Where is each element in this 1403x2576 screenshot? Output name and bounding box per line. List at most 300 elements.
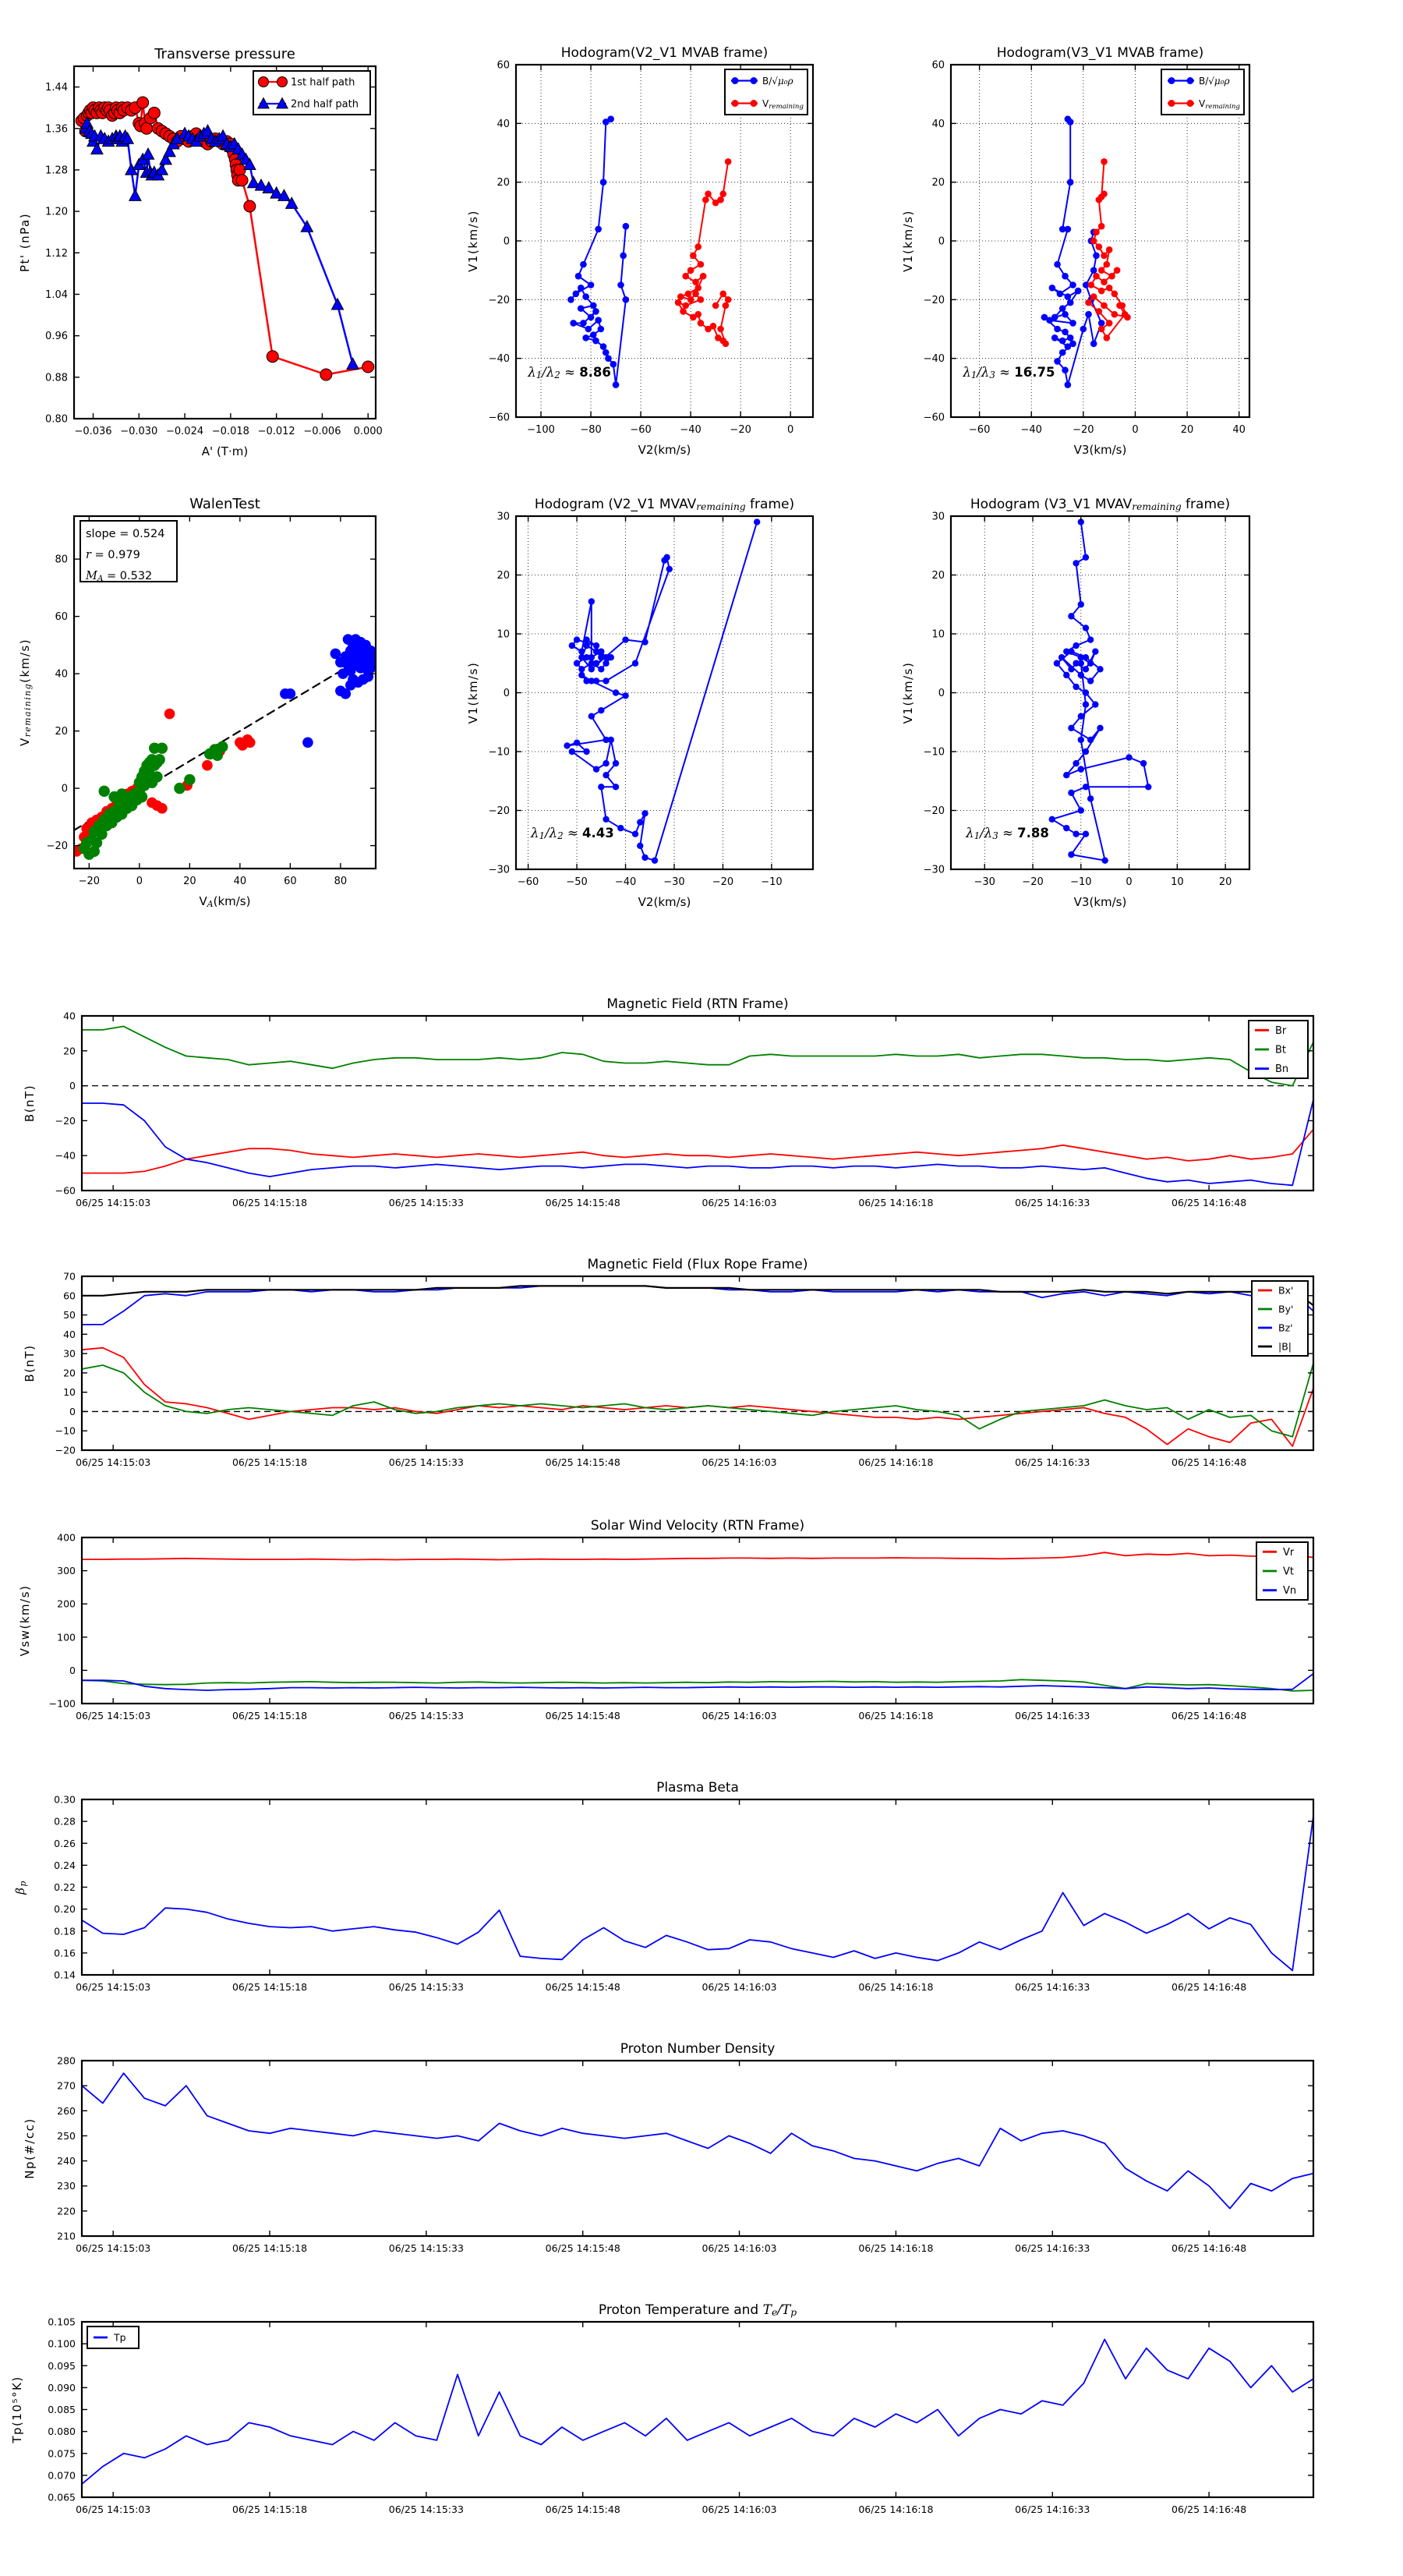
marker-circle — [598, 707, 604, 713]
y-tick-label — [69, 1665, 76, 1676]
text-run: 8.86 — [579, 365, 611, 380]
marker-circle — [600, 179, 607, 186]
marker-circle — [588, 678, 595, 684]
x-tick-label — [74, 426, 111, 437]
text-run: Vn — [1283, 1585, 1297, 1598]
text-run: −30 — [663, 876, 685, 888]
text-run: slope = 0.524 — [86, 528, 165, 540]
marker-circle — [1054, 358, 1061, 365]
text-run: 0 — [787, 424, 794, 436]
chart-p9 — [18, 1518, 1313, 1721]
text-run: V1(km/s) — [466, 661, 480, 724]
text-run: 06/25 14:15:18 — [231, 2503, 308, 2515]
marker-circle — [1063, 772, 1069, 778]
x-tick-label — [858, 1981, 933, 1993]
marker-circle — [593, 642, 599, 649]
marker-circle — [582, 334, 589, 341]
y-tick-label — [63, 1348, 76, 1360]
text-run: 06/25 14:15:03 — [76, 1197, 151, 1208]
text-run: 0.26 — [54, 1837, 76, 1849]
text-run: λ — [966, 826, 974, 841]
x-tick-label — [1172, 1981, 1246, 1993]
marker-circle — [1083, 748, 1089, 755]
text-run: 400 — [57, 1531, 76, 1544]
text-run: 06/25 14:16:03 — [702, 2242, 777, 2254]
marker-circle — [1087, 795, 1094, 801]
x-tick-label — [120, 426, 157, 437]
text-run: 40 — [497, 118, 510, 130]
text-run: 06/25 14:15:03 — [76, 1981, 151, 1993]
text-run: T — [762, 2302, 772, 2318]
text-run: 0.88 — [45, 372, 68, 384]
marker-circle — [698, 296, 705, 303]
marker-circle — [1101, 857, 1108, 863]
text-run: 1.04 — [45, 288, 68, 301]
text-run: 0.22 — [54, 1881, 76, 1893]
text-run: ≈ — [560, 365, 580, 380]
text-run: 06/25 14:15:33 — [388, 1456, 464, 1468]
marker-circle — [725, 296, 732, 303]
text-run: 20 — [931, 570, 945, 582]
y-tick-label — [54, 1947, 76, 1959]
text-run: 06/25 14:16:48 — [1172, 1981, 1247, 1993]
chart-p5 — [466, 497, 813, 909]
y-tick-label — [504, 236, 510, 248]
y-tick-label — [54, 1881, 76, 1893]
y-tick-label — [57, 2155, 76, 2167]
marker-circle — [116, 788, 127, 799]
text-run: 06/25 14:16:48 — [1172, 1456, 1247, 1468]
chart-p1 — [18, 46, 383, 458]
y-axis-label — [466, 210, 480, 272]
marker-circle — [1096, 308, 1103, 315]
marker-circle — [573, 291, 580, 298]
text-run: 06/25 14:15:03 — [76, 2503, 151, 2515]
y-tick-label — [63, 1271, 76, 1283]
text-run: 1.36 — [45, 123, 68, 136]
marker-circle — [1090, 267, 1097, 274]
marker-circle — [1083, 625, 1089, 631]
marker-circle — [204, 748, 215, 759]
marker-circle — [675, 299, 682, 306]
y-tick-label — [55, 669, 68, 681]
text-run: 0 — [1126, 876, 1133, 888]
chart-title — [620, 2041, 776, 2057]
text-run: 16.75 — [1014, 365, 1055, 380]
y-tick-label — [497, 511, 510, 523]
text-run: 80 — [55, 554, 68, 566]
lambda-annotation — [527, 365, 611, 380]
text-run: V3(km/s) — [1073, 895, 1127, 909]
marker-circle — [1049, 285, 1056, 292]
x-tick-label — [712, 876, 733, 888]
marker-circle — [1111, 291, 1119, 298]
text-run: 0 — [61, 783, 68, 795]
text-run: −20 — [923, 805, 945, 817]
y-tick-label — [48, 2447, 76, 2459]
text-run: Tp — [114, 2331, 126, 2344]
x-tick-label — [389, 1981, 464, 1993]
text-run: 0 — [938, 235, 945, 248]
chart-p7 — [23, 996, 1313, 1208]
series-Tp — [82, 2340, 1313, 2485]
text-run: 06/25 14:15:03 — [76, 2242, 151, 2254]
marker-circle — [605, 355, 612, 362]
marker-circle — [598, 666, 604, 672]
y-tick-label — [55, 1445, 76, 1456]
marker-circle — [719, 190, 726, 197]
x-tick-label — [1015, 2242, 1090, 2254]
y-tick-label — [62, 784, 68, 795]
marker-circle — [1101, 278, 1108, 285]
text-run: 06/25 14:16:48 — [1172, 1710, 1247, 1721]
marker-circle — [1122, 311, 1129, 318]
y-tick-label — [63, 1329, 76, 1340]
y-tick-label — [45, 248, 68, 260]
marker-circle — [583, 748, 589, 755]
marker-circle — [1097, 725, 1103, 731]
marker-circle — [698, 320, 705, 327]
marker-circle — [1090, 293, 1097, 300]
marker-circle — [1104, 334, 1111, 341]
text-run: −20 — [488, 805, 510, 817]
y-tick-label — [48, 2382, 76, 2394]
y-tick-label — [938, 236, 945, 248]
marker-circle — [1067, 334, 1074, 341]
chart-title — [535, 497, 794, 512]
text-run: e — [771, 2307, 778, 2319]
text-run: −0.006 — [303, 426, 341, 437]
marker-circle — [1068, 851, 1074, 858]
text-run: 06/25 14:16:03 — [702, 1981, 777, 1993]
marker-circle — [1085, 299, 1092, 306]
text-run: −30 — [488, 864, 510, 876]
axes-frame — [951, 516, 1249, 869]
y-axis-label — [901, 210, 915, 272]
text-run: 0.16 — [54, 1947, 76, 1959]
marker-circle — [81, 837, 92, 848]
marker-circle — [1069, 341, 1076, 348]
marker-circle — [590, 303, 597, 310]
text-run: 20 — [63, 1367, 76, 1379]
text-run: Transverse pressure — [154, 46, 295, 62]
marker-circle — [603, 816, 609, 823]
text-run: 0 — [136, 876, 143, 887]
marker-circle — [1080, 326, 1087, 333]
text-run: Magnetic Field (Flux Rope Frame) — [587, 1257, 808, 1272]
series-v-trace — [1052, 522, 1149, 861]
chart-p10 — [13, 1780, 1313, 1993]
marker-circle — [124, 797, 135, 808]
text-run: 06/25 14:16:33 — [1015, 1981, 1090, 1993]
text-run: 1 — [539, 830, 546, 842]
axes-frame — [82, 1537, 1313, 1704]
text-run: 06/25 14:15:48 — [545, 1710, 620, 1721]
y-axis-label — [466, 662, 480, 724]
marker-circle — [1078, 766, 1084, 772]
y-tick-label — [69, 1406, 76, 1417]
x-tick-label — [858, 1456, 933, 1468]
legend-label — [1278, 1322, 1293, 1334]
series-Bn — [82, 1100, 1313, 1186]
marker-circle — [593, 766, 599, 772]
text-run: 20 — [183, 876, 196, 887]
marker-circle — [578, 672, 585, 678]
marker-circle — [732, 100, 739, 107]
text-run: 06/25 14:15:48 — [545, 1197, 620, 1208]
text-run: 20 — [1218, 876, 1232, 888]
y-tick-label — [57, 2180, 76, 2192]
text-run: −40 — [488, 353, 510, 366]
marker-circle — [1069, 281, 1076, 288]
text-run: Hodogram (V2_V1 MVAV — [534, 497, 697, 512]
chart-title — [154, 46, 295, 62]
x-tick-label — [1015, 1710, 1090, 1721]
text-run: A — [97, 573, 104, 583]
x-tick-label — [702, 2242, 776, 2254]
marker-circle — [666, 566, 673, 572]
y-axis-label — [13, 1880, 28, 1895]
y-tick-label — [931, 60, 945, 72]
y-axis-label — [18, 213, 32, 272]
marker-circle — [1073, 560, 1079, 566]
marker-circle — [1062, 273, 1069, 280]
marker-circle — [267, 351, 278, 363]
chart-p2 — [466, 45, 813, 457]
chart-title — [599, 2302, 797, 2318]
x-tick-label — [858, 2242, 933, 2254]
series-v-trace — [567, 522, 758, 861]
text-run: p — [790, 2307, 797, 2319]
text-run: B/√ — [1199, 76, 1214, 87]
marker-circle — [598, 326, 605, 333]
marker-circle — [245, 738, 256, 748]
legend-label — [1283, 1547, 1295, 1559]
text-run: /λ — [542, 365, 555, 380]
x-tick-label — [232, 2242, 307, 2254]
text-run: Bn — [1275, 1063, 1289, 1076]
text-run: remaining — [696, 501, 746, 513]
y-tick-label — [45, 331, 68, 342]
marker-circle — [1085, 311, 1092, 318]
marker-circle — [1126, 754, 1132, 760]
text-run: |B| — [1278, 1340, 1292, 1353]
text-run: Hodogram (V3_V1 MVAV — [970, 497, 1133, 512]
text-run: 06/25 14:16:18 — [858, 1710, 934, 1721]
marker-circle — [1106, 285, 1113, 292]
text-run: 0.80 — [45, 413, 68, 426]
marker-circle — [320, 369, 332, 380]
text-run: 80 — [334, 876, 348, 887]
marker-circle — [682, 273, 689, 280]
text-run: 0 — [503, 235, 510, 248]
chart-title — [606, 996, 788, 1012]
stats-line — [86, 549, 140, 561]
marker-circle — [1068, 613, 1074, 619]
marker-circle — [723, 341, 730, 348]
text-run: 60 — [63, 1290, 76, 1302]
y-tick-label — [924, 805, 945, 817]
text-run: 0.095 — [48, 2359, 76, 2372]
y-tick-label — [931, 629, 945, 641]
legend-label — [762, 76, 793, 87]
text-run: remaining — [769, 102, 804, 111]
x-tick-label — [1171, 876, 1184, 888]
marker-circle — [1059, 338, 1066, 345]
marker-circle — [1065, 226, 1072, 233]
marker-circle — [1145, 784, 1151, 790]
marker-circle — [1065, 381, 1072, 388]
text-run: −40 — [614, 876, 637, 888]
legend-label — [113, 2332, 126, 2344]
x-tick-label — [546, 1981, 620, 1993]
legend-label — [1199, 76, 1230, 87]
series-layer — [82, 1026, 1313, 1185]
x-tick-label — [969, 424, 990, 436]
marker-circle — [578, 285, 585, 292]
y-tick-label — [938, 688, 945, 699]
marker-circle — [622, 636, 628, 642]
text-run: 06/25 14:15:48 — [545, 1981, 620, 1993]
x-tick-label — [566, 876, 587, 888]
marker-circle — [574, 636, 580, 642]
y-tick-label — [54, 1794, 76, 1806]
marker-circle — [569, 642, 575, 649]
marker-circle — [603, 760, 609, 766]
legend-label — [1283, 1585, 1296, 1597]
y-tick-label — [497, 177, 510, 189]
marker-circle — [692, 291, 699, 298]
marker-circle — [600, 343, 607, 350]
marker-circle — [582, 293, 589, 300]
text-run: 10 — [63, 1386, 76, 1399]
y-tick-label — [63, 1010, 76, 1022]
text-run: A' (T·m) — [201, 444, 249, 458]
marker-circle — [154, 754, 164, 765]
y-tick-label — [48, 2492, 76, 2503]
text-run: 06/25 14:16:48 — [1172, 1197, 1247, 1208]
marker-circle — [1075, 288, 1082, 295]
marker-circle — [680, 308, 687, 315]
marker-circle — [259, 77, 269, 87]
text-run: 230 — [57, 2180, 76, 2192]
text-run: −50 — [566, 876, 588, 888]
marker-circle — [1093, 228, 1100, 235]
marker-circle — [362, 361, 374, 373]
y-tick-label — [489, 805, 510, 817]
x-tick-label — [680, 424, 701, 436]
text-run: 06/25 14:16:33 — [1015, 1456, 1090, 1468]
text-run: 3 — [992, 830, 998, 842]
x-tick-label — [76, 1981, 150, 1993]
marker-circle — [641, 810, 648, 816]
marker-circle — [1083, 654, 1089, 660]
marker-circle — [588, 666, 595, 672]
text-run: 06/25 14:16:18 — [858, 1981, 934, 1993]
marker-circle — [637, 819, 643, 825]
marker-circle — [1093, 253, 1100, 260]
marker-circle — [623, 296, 630, 303]
x-tick-label — [76, 1710, 150, 1721]
text-run: p — [17, 1880, 28, 1887]
y-tick-label — [45, 123, 68, 135]
marker-circle — [174, 783, 185, 794]
marker-circle — [1097, 666, 1103, 672]
text-run: 60 — [931, 59, 945, 72]
series-layer — [82, 1286, 1313, 1446]
text-run: 0 — [938, 688, 945, 699]
text-run: 06/25 14:15:33 — [388, 2503, 464, 2515]
y-tick-label — [924, 865, 945, 876]
text-run: /T — [777, 2302, 791, 2318]
marker-circle — [1073, 831, 1079, 837]
marker-circle — [1187, 100, 1194, 107]
chart-title — [970, 497, 1230, 512]
marker-circle — [682, 303, 689, 310]
y-tick-label — [54, 1838, 76, 1849]
text-run: 40 — [233, 876, 247, 887]
text-run: 06/25 14:15:18 — [231, 2242, 308, 2254]
text-run: −20 — [1022, 876, 1044, 888]
series-b-alfven — [571, 119, 626, 385]
marker-circle — [1057, 291, 1064, 298]
marker-circle — [164, 709, 175, 720]
marker-circle — [1101, 158, 1108, 165]
marker-circle — [1067, 299, 1074, 306]
text-run: 40 — [55, 668, 68, 681]
text-run: 10 — [931, 628, 945, 641]
marker-circle — [157, 742, 168, 753]
text-run: 06/25 14:15:03 — [76, 1456, 151, 1468]
y-tick-label — [48, 2469, 76, 2481]
x-tick-label — [761, 876, 782, 888]
marker-circle — [148, 107, 160, 119]
marker-circle — [578, 648, 585, 654]
y-tick-label — [497, 629, 510, 641]
marker-circle — [588, 598, 595, 604]
text-run: 1st half path — [291, 76, 355, 89]
marker-circle — [588, 660, 595, 667]
text-run: 40 — [63, 1010, 76, 1022]
marker-circle — [578, 666, 585, 672]
marker-circle — [723, 303, 730, 310]
text-run: −40 — [1020, 424, 1042, 436]
text-run: λ — [963, 365, 971, 380]
series-layer — [82, 1552, 1313, 1691]
marker-circle — [598, 784, 604, 790]
y-tick-label — [57, 2105, 76, 2117]
y-tick-label — [54, 1859, 76, 1871]
x-tick-label — [1219, 876, 1232, 888]
y-tick-label — [924, 353, 945, 365]
y-tick-label — [45, 165, 68, 176]
y-tick-label — [48, 2338, 76, 2350]
text-run: 50 — [63, 1309, 76, 1322]
x-tick-label — [76, 1197, 150, 1208]
y-axis-label — [23, 1344, 37, 1382]
x-tick-label — [615, 876, 636, 888]
series-Np — [82, 2073, 1313, 2209]
x-tick-label — [1021, 424, 1042, 436]
text-run: 10 — [1171, 876, 1184, 888]
text-run: −10 — [55, 1424, 76, 1437]
series-layer — [564, 518, 760, 864]
text-run: λ — [528, 365, 536, 380]
marker-circle — [1062, 328, 1069, 335]
y-tick-label — [924, 295, 945, 306]
text-run: 30 — [497, 511, 510, 523]
axes-frame — [82, 1016, 1313, 1191]
